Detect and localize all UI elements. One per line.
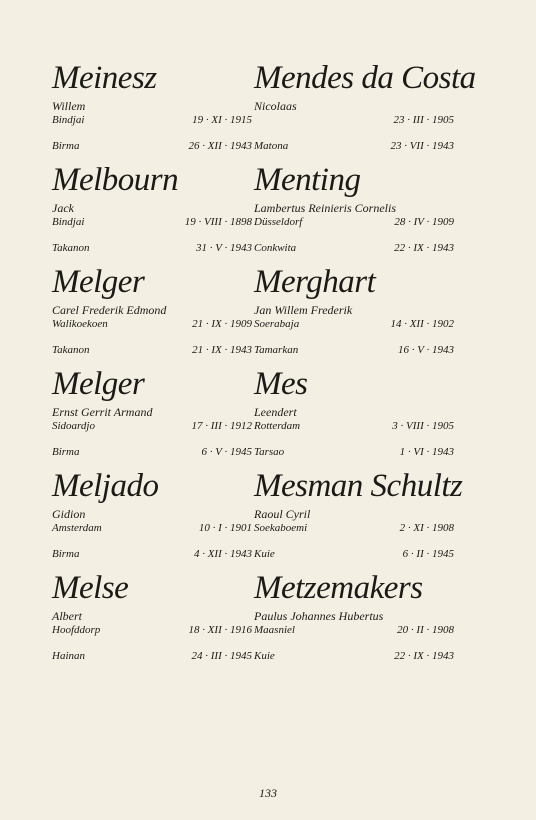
death-place: Tarsao bbox=[254, 446, 285, 458]
birth-date: 20 · II · 1908 bbox=[397, 624, 454, 636]
surname: Melse bbox=[52, 570, 129, 606]
birth-row bbox=[52, 317, 252, 331]
surname: Melger bbox=[52, 366, 145, 402]
birth-row bbox=[254, 623, 454, 637]
name-entry bbox=[254, 162, 454, 255]
birth-date: 28 · IV · 1909 bbox=[394, 216, 454, 228]
death-date: 6 · V · 1945 bbox=[201, 446, 252, 458]
birth-row bbox=[254, 419, 454, 433]
given-names: Raoul Cyril bbox=[254, 507, 311, 521]
given-names: Jan Willem Frederik bbox=[254, 303, 353, 317]
death-row bbox=[254, 139, 454, 153]
death-date: 22 · IX · 1943 bbox=[394, 650, 454, 662]
page-number: 133 bbox=[259, 786, 277, 800]
birth-date: 2 · XI · 1908 bbox=[399, 522, 454, 534]
death-date: 31 · V · 1943 bbox=[195, 242, 252, 254]
death-row bbox=[254, 649, 454, 663]
birth-row bbox=[52, 215, 252, 229]
death-place: Birma bbox=[52, 446, 80, 458]
birth-row bbox=[254, 113, 454, 127]
death-place: Kuie bbox=[254, 650, 275, 662]
given-names: Jack bbox=[52, 201, 74, 215]
name-entry bbox=[254, 570, 454, 663]
death-date: 24 · III · 1945 bbox=[191, 650, 252, 662]
given-names: Albert bbox=[52, 609, 82, 623]
birth-row bbox=[254, 317, 454, 331]
birth-row bbox=[52, 623, 252, 637]
birth-place: Rotterdam bbox=[254, 420, 301, 432]
death-place: Kuie bbox=[254, 548, 275, 560]
death-row bbox=[254, 343, 454, 357]
death-date: 26 · XII · 1943 bbox=[188, 140, 252, 152]
name-entry bbox=[254, 468, 463, 561]
birth-date: 17 · III · 1912 bbox=[191, 420, 252, 432]
death-place: Takanon bbox=[52, 344, 90, 356]
birth-date: 3 · VIII · 1905 bbox=[392, 420, 454, 432]
given-names: Willem bbox=[52, 99, 86, 113]
birth-place: Bindjai bbox=[52, 114, 85, 126]
given-names: Leendert bbox=[254, 405, 297, 419]
death-row bbox=[254, 445, 454, 459]
birth-date: 19 · VIII · 1898 bbox=[184, 216, 252, 228]
death-place: Hainan bbox=[52, 650, 85, 662]
given-names: Nicolaas bbox=[254, 99, 297, 113]
death-row bbox=[52, 139, 252, 153]
birth-row bbox=[254, 521, 454, 535]
name-entry bbox=[254, 366, 454, 459]
birth-place: Soekaboemi bbox=[254, 522, 308, 534]
surname: Meljado bbox=[52, 468, 159, 504]
birth-place: Amsterdam bbox=[52, 522, 102, 534]
birth-row bbox=[52, 419, 252, 433]
surname: Melger bbox=[52, 264, 145, 300]
name-entry bbox=[52, 264, 252, 357]
birth-date: 10 · I · 1901 bbox=[198, 522, 252, 534]
death-row bbox=[52, 343, 252, 357]
surname: Mendes da Costa bbox=[254, 60, 476, 96]
birth-row bbox=[254, 215, 454, 229]
death-date: 4 · XII · 1943 bbox=[193, 548, 252, 560]
surname: Melbourn bbox=[52, 162, 179, 198]
name-entry bbox=[52, 366, 252, 459]
death-place: Birma bbox=[52, 140, 80, 152]
birth-place: Walikoekoen bbox=[52, 318, 108, 330]
surname: Mes bbox=[254, 366, 308, 402]
birth-row bbox=[52, 113, 252, 127]
birth-place: Hoofddorp bbox=[52, 624, 101, 636]
given-names: Ernst Gerrit Armand bbox=[52, 405, 153, 419]
given-names: Gidion bbox=[52, 507, 86, 521]
death-date: 22 · IX · 1943 bbox=[394, 242, 454, 254]
birth-place: Maasniel bbox=[254, 624, 295, 636]
death-place: Takanon bbox=[52, 242, 90, 254]
death-date: 16 · V · 1943 bbox=[397, 344, 454, 356]
birth-place: Soerabaja bbox=[254, 318, 300, 330]
surname: Meinesz bbox=[52, 60, 157, 96]
name-entry bbox=[52, 468, 252, 561]
birth-place: Düsseldorf bbox=[254, 216, 303, 228]
death-row bbox=[254, 547, 454, 561]
death-date: 21 · IX · 1943 bbox=[192, 344, 252, 356]
birth-row bbox=[52, 521, 252, 535]
birth-place: Bindjai bbox=[52, 216, 85, 228]
name-entry bbox=[52, 570, 252, 663]
name-entry bbox=[254, 264, 454, 357]
birth-date: 19 · XI · 1915 bbox=[192, 114, 252, 126]
birth-date: 21 · IX · 1909 bbox=[192, 318, 252, 330]
death-row bbox=[52, 241, 252, 255]
birth-date: 23 · III · 1905 bbox=[393, 114, 454, 126]
name-entry bbox=[52, 162, 252, 255]
death-place: Matona bbox=[254, 140, 289, 152]
death-row bbox=[52, 649, 252, 663]
death-row bbox=[52, 547, 252, 561]
name-entry bbox=[52, 60, 252, 153]
birth-place: Sidoardjo bbox=[52, 420, 95, 432]
death-date: 1 · VI · 1943 bbox=[399, 446, 454, 458]
name-entry bbox=[254, 60, 476, 153]
surname: Menting bbox=[254, 162, 361, 198]
death-place: Birma bbox=[52, 548, 80, 560]
birth-date: 14 · XII · 1902 bbox=[390, 318, 454, 330]
given-names: Lambertus Reinieris Cornelis bbox=[254, 201, 397, 215]
given-names: Paulus Johannes Hubertus bbox=[254, 609, 384, 623]
surname: Merghart bbox=[254, 264, 376, 300]
death-place: Conkwita bbox=[254, 242, 297, 254]
death-place: Tamarkan bbox=[254, 344, 299, 356]
surname: Metzemakers bbox=[254, 570, 423, 606]
surname: Mesman Schultz bbox=[254, 468, 463, 504]
death-row bbox=[52, 445, 252, 459]
given-names: Carel Frederik Edmond bbox=[52, 303, 167, 317]
death-row bbox=[254, 241, 454, 255]
death-date: 6 · II · 1945 bbox=[402, 548, 454, 560]
birth-date: 18 · XII · 1916 bbox=[188, 624, 252, 636]
death-date: 23 · VII · 1943 bbox=[390, 140, 454, 152]
